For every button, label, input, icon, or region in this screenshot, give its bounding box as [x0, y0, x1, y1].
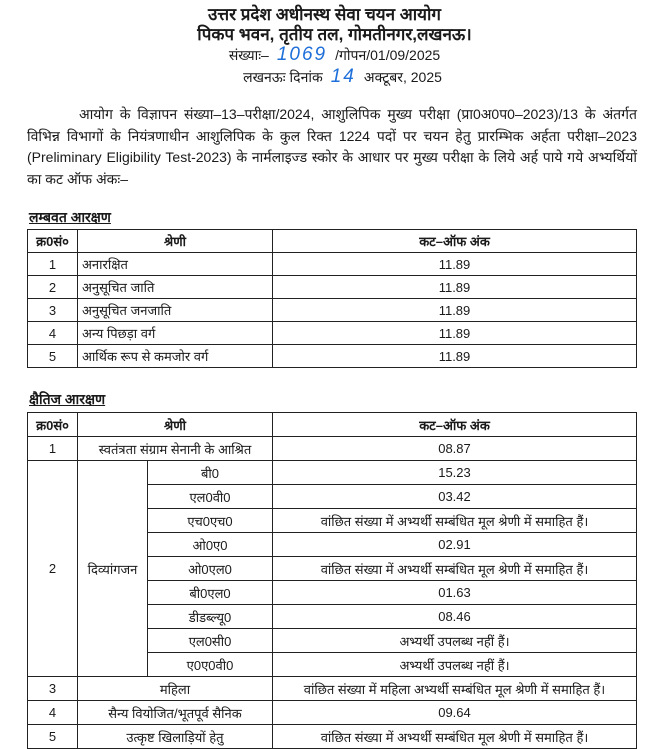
intro-paragraph — [27, 104, 637, 190]
header-cutoff: कट–ऑफ अंक — [273, 230, 637, 253]
header-sn: क्र0सं० — [28, 413, 78, 437]
date-rest: अक्टूबर, 2025 — [363, 69, 442, 85]
category-cell: उत्कृष्ट खिलाड़ियों हेतु — [78, 725, 273, 749]
subcategory-cell: एल0सी0 — [148, 629, 273, 653]
cutoff-cell: 11.89 — [273, 253, 637, 276]
org-address: पिकप भवन, तृतीय तल, गोमतीनगर,लखनऊ। — [197, 25, 472, 44]
sn-cell: 3 — [28, 299, 78, 322]
header-sn: क्र0सं० — [28, 230, 78, 253]
table-header-row — [28, 413, 637, 437]
sn-cell: 5 — [28, 725, 78, 749]
cutoff-cell: अभ्यर्थी उपलब्ध नहीं हैं। — [273, 653, 637, 677]
cutoff-cell: 11.89 — [273, 345, 637, 368]
header-category: श्रेणी — [78, 230, 273, 253]
sn-cell: 4 — [28, 322, 78, 345]
header-cutoff: कट–ऑफ अंक — [273, 413, 637, 437]
table-row — [28, 677, 637, 701]
cutoff-cell: 08.87 — [273, 437, 637, 461]
sn-cell: 4 — [28, 701, 78, 725]
table-row — [28, 322, 637, 345]
category-cell: आर्थिक रूप से कमजोर वर्ग — [78, 345, 273, 368]
category-cell: अनुसूचित जाति — [78, 276, 273, 299]
sn-cell: 1 — [28, 253, 78, 276]
category-cell: महिला — [78, 677, 273, 701]
category-cell: स्वतंत्रता संग्राम सेनानी के आश्रित — [78, 437, 273, 461]
subcategory-cell: एल0वी0 — [148, 485, 273, 509]
ref-suffix: /गोपन/01/09/2025 — [335, 47, 441, 63]
table-row — [28, 725, 637, 749]
cutoff-cell: वांछित संख्या में अभ्यर्थी सम्बंधित मूल श्रेणी में समाहित हैं। — [273, 725, 637, 749]
horizontal-reservation-table — [27, 412, 637, 749]
cutoff-cell: वांछित संख्या में महिला अभ्यर्थी सम्बंधित मूल श्रेणी में समाहित हैं। — [273, 677, 637, 701]
ref-label: संख्याः– — [228, 47, 269, 63]
table-row — [28, 345, 637, 368]
intro-text: आयोग के विज्ञापन संख्या–13–परीक्षा/2024, आशुलिपिक मुख्य परीक्षा (प्रा0अ0प0–2023)/13 के अंतर्गत विभिन्न विभागों के नियंत्रणाधीन आशुलिपिक के कुल रिक्त 1224 पदों पर चयन हेतु प्रारम्भिक अर्हता परीक्षा–2023 (Preliminary Eligibility Test-2023) के नार्मलाइज्ड स्कोर के आधार पर मुख्य परीक्षा के लिये अर्ह पाये गये अभ्यर्थियों का कट ऑफ अंकः– — [27, 106, 637, 187]
cutoff-cell: 08.46 — [273, 605, 637, 629]
reference-line — [10, 44, 649, 66]
subcategory-cell: ओ0ए0 — [148, 533, 273, 557]
cutoff-cell: 01.63 — [273, 581, 637, 605]
table-row — [28, 437, 637, 461]
header-category: श्रेणी — [78, 413, 273, 437]
subcategory-cell: एच0एच0 — [148, 509, 273, 533]
subcategory-cell: डीडब्ल्यू0 — [148, 605, 273, 629]
cutoff-cell: 11.89 — [273, 276, 637, 299]
subcategory-cell: बी0 — [148, 461, 273, 485]
sn-cell: 1 — [28, 437, 78, 461]
table-header-row — [28, 230, 637, 253]
sn-cell: 2 — [28, 461, 78, 677]
date-label: लखनऊः दिनांक — [243, 69, 323, 85]
cutoff-cell: अभ्यर्थी उपलब्ध नहीं हैं। — [273, 629, 637, 653]
table-row — [28, 253, 637, 276]
subcategory-cell: बी0एल0 — [148, 581, 273, 605]
ref-number: 1069 — [276, 44, 328, 65]
table-row — [28, 701, 637, 725]
category-cell: अनुसूचित जनजाति — [78, 299, 273, 322]
cutoff-cell: 02.91 — [273, 533, 637, 557]
horizontal-reservation-title: क्षैतिज आरक्षण — [29, 391, 106, 407]
date-day: 14 — [330, 66, 356, 87]
cutoff-cell: वांछित संख्या में अभ्यर्थी सम्बंधित मूल श्रेणी में समाहित हैं। — [273, 509, 637, 533]
cutoff-cell: 09.64 — [273, 701, 637, 725]
vertical-reservation-table — [27, 229, 637, 368]
sn-cell: 3 — [28, 677, 78, 701]
org-name: उत्तर प्रदेश अधीनस्थ सेवा चयन आयोग — [208, 5, 441, 24]
cutoff-cell: 11.89 — [273, 299, 637, 322]
category-cell: दिव्यांगजन — [78, 461, 148, 677]
table-row — [28, 276, 637, 299]
table-row — [28, 299, 637, 322]
vertical-reservation-title: लम्बवत आरक्षण — [29, 209, 111, 225]
cutoff-cell: वांछित संख्या में अभ्यर्थी सम्बंधित मूल श्रेणी में समाहित हैं। — [273, 557, 637, 581]
cutoff-cell: 03.42 — [273, 485, 637, 509]
subcategory-cell: ओ0एल0 — [148, 557, 273, 581]
date-line — [18, 66, 649, 88]
category-cell: अनारक्षित — [78, 253, 273, 276]
cutoff-cell: 11.89 — [273, 322, 637, 345]
cutoff-cell: 15.23 — [273, 461, 637, 485]
table-row — [28, 461, 637, 485]
subcategory-cell: ए0ए0वी0 — [148, 653, 273, 677]
sn-cell: 2 — [28, 276, 78, 299]
category-cell: सैन्य वियोजित/भूतपूर्व सैनिक — [78, 701, 273, 725]
category-cell: अन्य पिछड़ा वर्ग — [78, 322, 273, 345]
sn-cell: 5 — [28, 345, 78, 368]
